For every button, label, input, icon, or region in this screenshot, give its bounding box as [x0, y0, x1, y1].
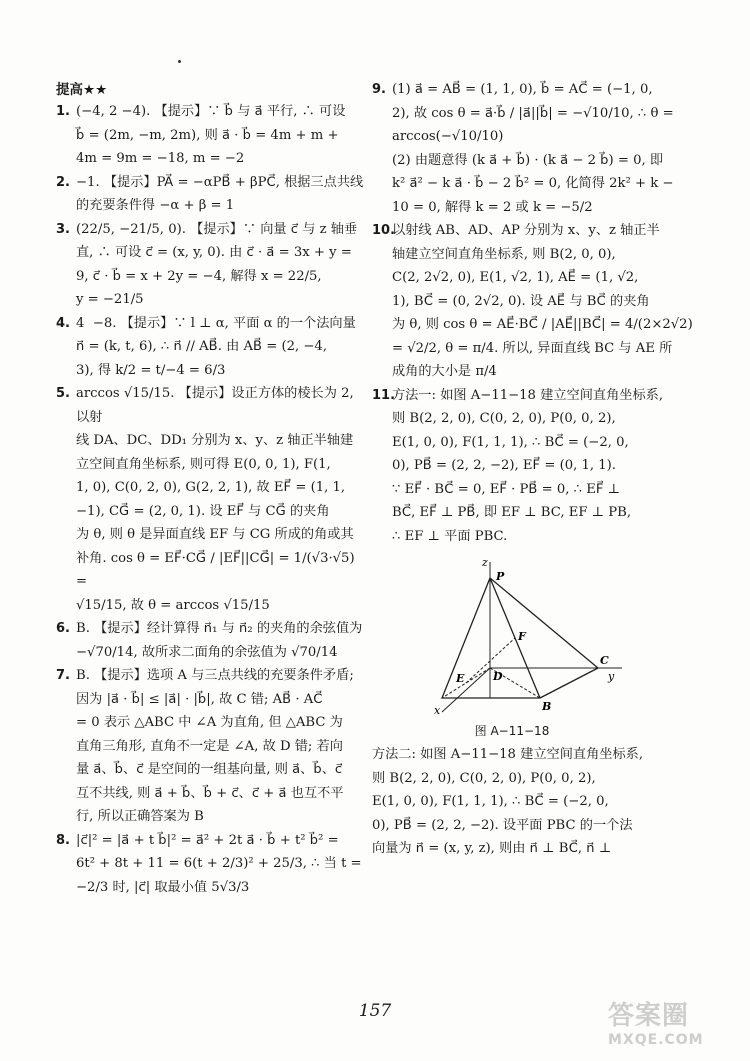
answer-number: 10.: [372, 223, 396, 238]
watermark-main: 答案圈: [608, 1001, 690, 1031]
answer-item: [56, 100, 368, 171]
right-column: [372, 78, 696, 861]
answer-number: 1.: [56, 104, 70, 119]
method-two-text: 方法二: 如图 A−11−18 建立空间直角坐标系, 则 B(2, 2, 0), C(0, 2, 0), P(0, 0, 2), E(1, 0, 0), F(1, 1, 1), ∴ BC⃗ = (−2, 0, 0), PB⃗ = (2, 2, −2). 设平面 PBC 的一个法 向量为 n⃗ = (x, y, z), 则由 n⃗ ⊥ BC⃗, n⃗ ⊥: [372, 747, 644, 856]
answer-item: [56, 617, 368, 664]
answer-item: [56, 171, 368, 218]
watermark-sub: MXQE.COM: [608, 1032, 704, 1048]
pyramid-base: [442, 668, 598, 698]
label-C: C: [600, 654, 609, 667]
answer-number: 2.: [56, 174, 70, 190]
answer-item: [372, 78, 696, 219]
label-x: x: [434, 704, 441, 716]
answer-number: 8.: [56, 832, 70, 848]
label-z: z: [482, 556, 488, 569]
left-answer-list: [56, 100, 368, 899]
label-F: F: [518, 630, 526, 643]
label-E: E: [456, 672, 465, 685]
answer-item: [372, 219, 696, 384]
edge-BC: [540, 668, 598, 698]
answer-number: 6.: [56, 621, 70, 636]
answer-text: B. 【提示】经计算得 n⃗₁ 与 n⃗₂ 的夹角的余弦值为 −√70/14, 故所求二面角的余弦值为 √70/14: [76, 621, 363, 660]
page-number: 157: [358, 1001, 392, 1021]
answer-number: 11.: [372, 387, 396, 403]
answer-text: |c⃗|² = |a⃗ + t b⃗|² = a⃗² + 2t a⃗ · b⃗ + t² b⃗² = 6t² + 8t + 11 = 6(t + 2/3)² + 25/3, ∴ 当 t = −2/3 时, |c⃗| 取最小值 5√3/3: [76, 832, 362, 895]
answer-item: [56, 664, 368, 829]
answer-item: [56, 218, 368, 312]
label-y: y: [608, 670, 615, 683]
answer-number: 7.: [56, 668, 70, 683]
edge-PC: [490, 578, 598, 668]
answer-item: [56, 312, 368, 383]
pyramid-figure: [402, 556, 622, 739]
answer-item: [56, 382, 368, 617]
answer-item: [372, 384, 696, 549]
answer-text: (22/5, −21/5, 0). 【提示】∵ 向量 c⃗ 与 z 轴垂 直, ∴ 可设 c⃗ = (x, y, 0). 由 c⃗ · a⃗ = 3x + y = 9, c⃗ · b⃗ = x + 2y = −4, 解得 x = 22/5, y = −21/5: [76, 221, 358, 307]
pyramid-diagram: [402, 556, 622, 716]
answer-text: arccos √15/15. 【提示】设正方体的棱长为 2, 以射 线 DA、DC、DD₁ 分别为 x、y、z 轴正半轴建 立空间直角坐标系, 则可得 E(0, 0, 1), F(1, 1, 0), C(0, 2, 0), G(2, 2, 1), 故 EF⃗ = (1, 1, −1), CG⃗ = (2, 0, 1). 设 EF⃗ 与 CG⃗ 的夹角 为 θ, 则 θ 是异面直线 EF 与 CG 所成的角或其 补角. cos θ = EF⃗·CG⃗ / |EF⃗||CG⃗| = 1/(√3·√5) = √15/15, 故 θ = arccos √15/15: [76, 386, 355, 613]
figure-caption: 图 A−11−18: [474, 724, 550, 738]
answer-number: 4.: [56, 315, 70, 331]
answer-text: B. 【提示】选项 A 与三点共线的充要条件矛盾; 因为 |a⃗ · b⃗| ≤ |a⃗| · |b⃗|, 故 C 错; AB⃗ · AC⃗ = 0 表示 △ABC 中 ∠A 为直角, 但 △ABC 为 直角三角形, 直角不一定是 ∠A, 故 D 错; 若向 量 a⃗、b⃗、c⃗ 是空间的一组基向量, 则 a⃗、b⃗、c⃗ 互不共线, 则 a⃗ + b⃗、b⃗ + c⃗、c⃗ + a⃗ 也互不平 行, 所以正确答案为 B: [76, 668, 354, 824]
answer-number: 5.: [56, 386, 70, 401]
answer-number: 3.: [56, 221, 70, 237]
stray-dot: [178, 60, 181, 63]
label-B: B: [542, 700, 552, 713]
answer-text: (1) a⃗ = AB⃗ = (1, 1, 0), b⃗ = AC⃗ = (−1, 0, 2), 故 cos θ = a⃗·b⃗ / |a⃗||b⃗| = −√10/10, ∴ θ = arccos(−√10/10) (2) 由题意得 (k a⃗ + b⃗) · (k a⃗ − 2 b⃗) = 0, 即 k² a⃗² − k a⃗ · b⃗ − 2 b⃗² = 0, 化简得 2k² + k − 10 = 0, 解得 k = 2 或 k = −5/2: [392, 82, 674, 215]
answer-text: −1. 【提示】PA⃗ = −αPB⃗ + βPC⃗, 根据三点共线 的充要条件得 −α + β = 1: [76, 174, 364, 213]
label-D: D: [493, 670, 503, 683]
answer-item: [56, 829, 368, 900]
watermark: [608, 995, 738, 1055]
x-axis: [442, 668, 490, 712]
section-heading: 提高★★: [56, 82, 108, 98]
answer-text: 以射线 AB、AD、AP 分别为 x、y、z 轴正半 轴建立空间直角坐标系, 则 B(2, 0, 0), C(2, 2√2, 0), E(1, √2, 1), AE⃗ = (1, √2, 1), BC⃗ = (0, 2√2, 0). 设 AE⃗ 与 BC⃗ 的夹角 为 θ, 则 cos θ = AE⃗·BC⃗ / |AE⃗||BC⃗| = 4/(2×2√2) = √2/2, θ = π/4. 所以, 异面直线 BC 与 AE 所 成角的大小是 π/4: [392, 223, 693, 379]
edge-PA: [442, 578, 490, 698]
label-P: P: [496, 570, 505, 583]
answer-text: 方法一: 如图 A−11−18 建立空间直角坐标系, 则 B(2, 2, 0), C(0, 2, 0), P(0, 0, 2), E(1, 0, 0), F(1, 1, 1), ∴ BC⃗ = (−2, 0, 0), PB⃗ = (2, 2, −2), EF⃗ = (0, 1, 1). ∵ EF⃗ · BC⃗ = 0, EF⃗ · PB⃗ = 0, ∴ EF⃗ ⊥ BC⃗, EF⃗ ⊥ PB⃗, 即 EF ⊥ BC, EF ⊥ PB, ∴ EF ⊥ 平面 PBC.: [392, 387, 664, 544]
right-answer-list: [372, 78, 696, 548]
answer-number: 9.: [372, 82, 386, 97]
answer-text: 4 −8. 【提示】∵ l ⊥ α, 平面 α 的一个法向量 n⃗ = (k, t, 6), ∴ n⃗ // AB⃗. 由 AB⃗ = (2, −4, 3), 得 k/2 = t/−4 = 6/3: [76, 315, 356, 378]
left-column: [56, 78, 368, 899]
answer-text: (−4, 2 −4). 【提示】∵ b⃗ 与 a⃗ 平行, ∴ 可设 b⃗ = (2m, −m, 2m), 则 a⃗ · b⃗ = 4m + m + 4m = 9m = −18, m = −2: [76, 104, 346, 166]
